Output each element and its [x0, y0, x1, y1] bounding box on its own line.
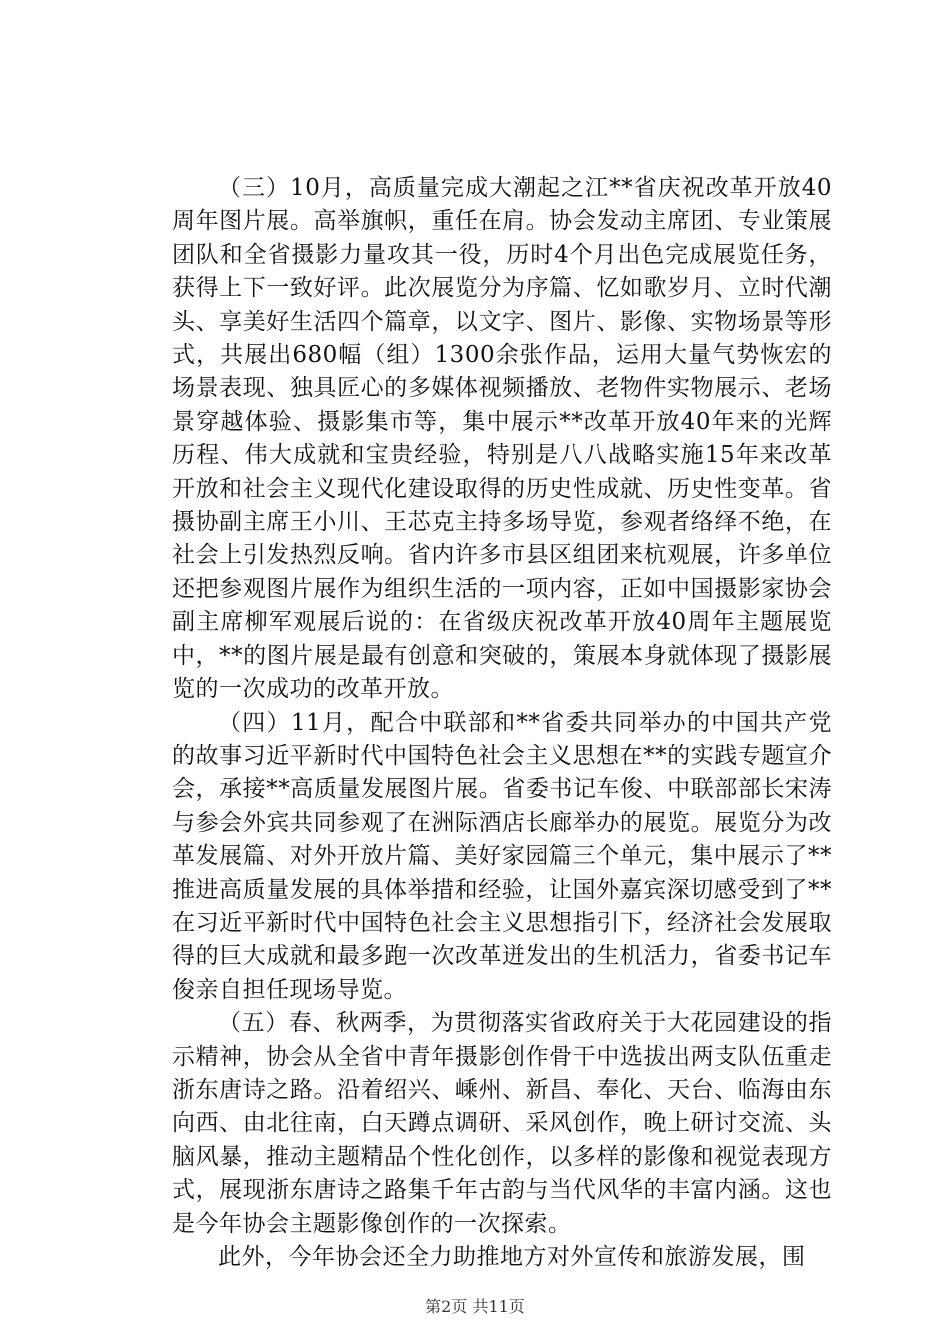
paragraph-5: （五）春、秋两季，为贯彻落实省政府关于大花园建设的指示精神，协会从全省中青年摄影创作骨干中选拔出两支队伍重走浙东唐诗之路。沿着绍兴、嵊州、新昌、奉化、天台、临海由东向西、由北往南，白天蹲点调研、采风创作，晚上研讨交流、头脑风暴，推动主题精品个性化创作，以多样的影像和视觉表现方式，展现浙东唐诗之路集千年古韵与当代风华的丰富内涵。这也是今年协会主题影像创作的一次探索。 — [172, 1010, 832, 1237]
paragraph-additional: 此外，今年协会还全力助推地方对外宣传和旅游发展，围 — [218, 1244, 806, 1270]
page-footer: 第2页 共11页 — [425, 1297, 525, 1316]
document-body — [172, 172, 832, 1274]
paragraph-4: （四）11月，配合中联部和**省委共同举办的中国共产党的故事习近平新时代中国特色社会主义思想在**的实践专题宣介会，承接**高质量发展图片展。省委书记车俊、中联部部长宋涛与参会外宾共同参观了在洲际酒店长廊举办的展览。展览分为改革发展篇、对外开放片篇、美好家园篇三个单元，集中展示了**推进高质量发展的具体举措和经验，让国外嘉宾深切感受到了**在习近平新时代中国特色社会主义思想指引下，经济社会发展取得的巨大成就和最多跑一次改革迸发出的生机活力，省委书记车俊亲自担任现场导览。 — [172, 709, 832, 1003]
paragraph-3: （三）10月，高质量完成大潮起之江**省庆祝改革开放40周年图片展。高举旗帜，重任在肩。协会发动主席团、专业策展团队和全省摄影力量攻其一役，历时4个月出色完成展览任务，获得上下一致好评。此次展览分为序篇、忆如歌岁月、立时代潮头、享美好生活四个篇章，以文字、图片、影像、实物场景等形式，共展出680幅（组）1300余张作品，运用大量气势恢宏的场景表现、独具匠心的多媒体视频播放、老物件实物展示、老场景穿越体验、摄影集市等，集中展示**改革开放40年来的光辉历程、伟大成就和宝贵经验，特别是八八战略实施15年来改革开放和社会主义现代化建设取得的历史性成就、历史性变革。省摄协副主席王小川、王芯克主持多场导览，参观者络绎不绝，在社会上引发热烈反响。省内许多市县区组团来杭观展，许多单位还把参观图片展作为组织生活的一项内容，正如中国摄影家协会副主席柳军观展后说的：在省级庆祝改革开放40周年主题展览中，**的图片展是最有创意和突破的，策展本身就体现了摄影展览的一次成功的改革开放。 — [172, 175, 832, 703]
